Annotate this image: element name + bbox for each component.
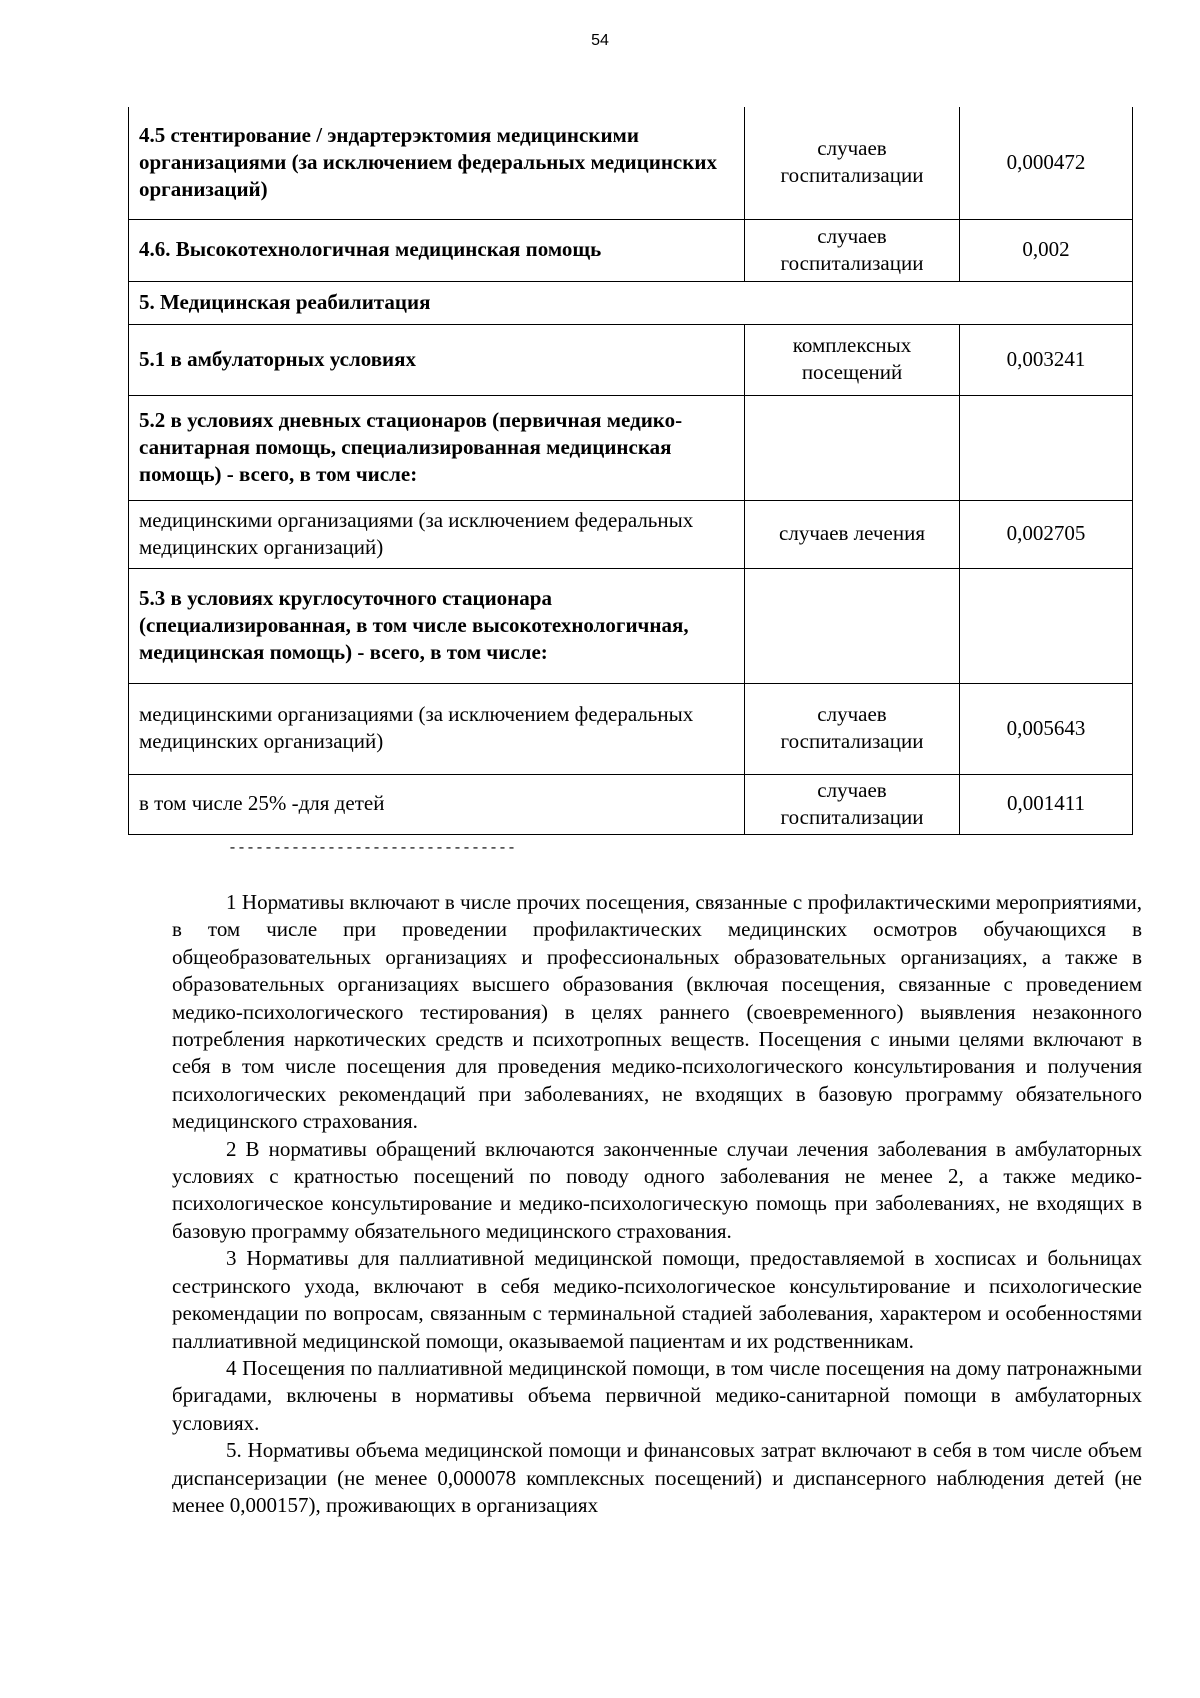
row-value: 0,000472	[960, 107, 1133, 219]
row-unit: случаев госпитализации	[745, 219, 960, 281]
table-row	[129, 395, 1133, 500]
row-value	[960, 395, 1133, 500]
row-label: 4.5 стентирование / эндартерэктомия медицинскими организациями (за исключением федеральных медицинских организаций)	[129, 107, 745, 219]
row-label: 5.2 в условиях дневных стационаров (первичная медико-санитарная помощь, специализированная медицинская помощь) - всего, в том числе:	[129, 395, 745, 500]
row-value	[960, 568, 1133, 683]
section-header: 5. Медицинская реабилитация	[129, 281, 1133, 324]
footnote-5: 5. Нормативы объема медицинской помощи и финансовых затрат включают в себя в том числе объем диспансеризации (не менее 0,000078 комплексных посещений) и диспансерного наблюдения детей (не менее 0,000157), проживающих в организациях	[172, 1438, 1142, 1517]
row-label: 5.1 в амбулаторных условиях	[129, 324, 745, 395]
row-label: медицинскими организациями (за исключением федеральных медицинских организаций)	[129, 683, 745, 774]
row-value: 0,002705	[960, 500, 1133, 568]
row-label: 5.3 в условиях круглосуточного стационара (специализированная, в том числе высокотехнологичная, медицинская помощь) - всего, в том числе:	[129, 568, 745, 683]
row-label: медицинскими организациями (за исключением федеральных медицинских организаций)	[129, 500, 745, 568]
table-row	[129, 568, 1133, 683]
footnote-separator: --------------------------------	[228, 840, 517, 857]
footnote-2: 2 В нормативы обращений включаются законченные случаи лечения заболевания в амбулаторных условиях с кратностью посещений по поводу одного заболевания не менее 2, а также медико-психологическое консультирование и медико-психологическую помощь при заболеваниях, не входящих в базовую программу обязательного медицинского страхования.	[172, 1136, 1142, 1243]
row-unit	[745, 568, 960, 683]
row-value: 0,003241	[960, 324, 1133, 395]
footnotes	[172, 889, 1142, 1519]
norms-table	[128, 107, 1133, 835]
row-unit	[745, 395, 960, 500]
row-value: 0,002	[960, 219, 1133, 281]
table-row	[129, 281, 1133, 324]
footnote-3: 3 Нормативы для паллиативной медицинской помощи, предоставляемой в хосписах и больницах сестринского ухода, включают в себя медико-психологическое консультирование и психологические рекомендации по вопросам, связанным с терминальной стадией заболевания, характером и особенностями паллиативной медицинской помощи, оказываемой пациентам и их родственникам.	[172, 1246, 1142, 1353]
row-unit: случаев госпитализации	[745, 107, 960, 219]
footnote-4: 4 Посещения по паллиативной медицинской помощи, в том числе посещения на дому патронажными бригадами, включены в нормативы объема первичной медико-санитарной помощи в амбулаторных условиях.	[172, 1355, 1142, 1435]
table-row	[129, 500, 1133, 568]
table-row	[129, 774, 1133, 834]
row-value: 0,001411	[960, 774, 1133, 834]
table-row	[129, 219, 1133, 281]
row-label: в том числе 25% -для детей	[129, 774, 745, 834]
page-number: 54	[591, 32, 609, 49]
table-row	[129, 683, 1133, 774]
table-row	[129, 324, 1133, 395]
row-unit: случаев лечения	[745, 500, 960, 568]
row-value: 0,005643	[960, 683, 1133, 774]
row-unit: случаев госпитализации	[745, 774, 960, 834]
footnote-1: 1 Нормативы включают в числе прочих посещения, связанные с профилактическими мероприятиями, в том числе при проведении профилактических медицинских осмотров обучающихся в общеобразовательных организациях и профессиональных образовательных организациях, а также в образовательных организациях высшего образования (включая посещения, связанные с проведением медико-психологического тестирования) в целях раннего (своевременного) выявления незаконного потребления наркотических средств и психотропных веществ. Посещения с иными целями включают в себя в том числе посещения для проведения медико-психологического консультирования и получения психологических рекомендаций при заболеваниях, не входящих в базовую программу обязательного медицинского страхования.	[172, 890, 1142, 1134]
table-row	[129, 107, 1133, 219]
row-unit: случаев госпитализации	[745, 683, 960, 774]
row-unit: комплексных посещений	[745, 324, 960, 395]
row-label: 4.6. Высокотехнологичная медицинская помощь	[129, 219, 745, 281]
